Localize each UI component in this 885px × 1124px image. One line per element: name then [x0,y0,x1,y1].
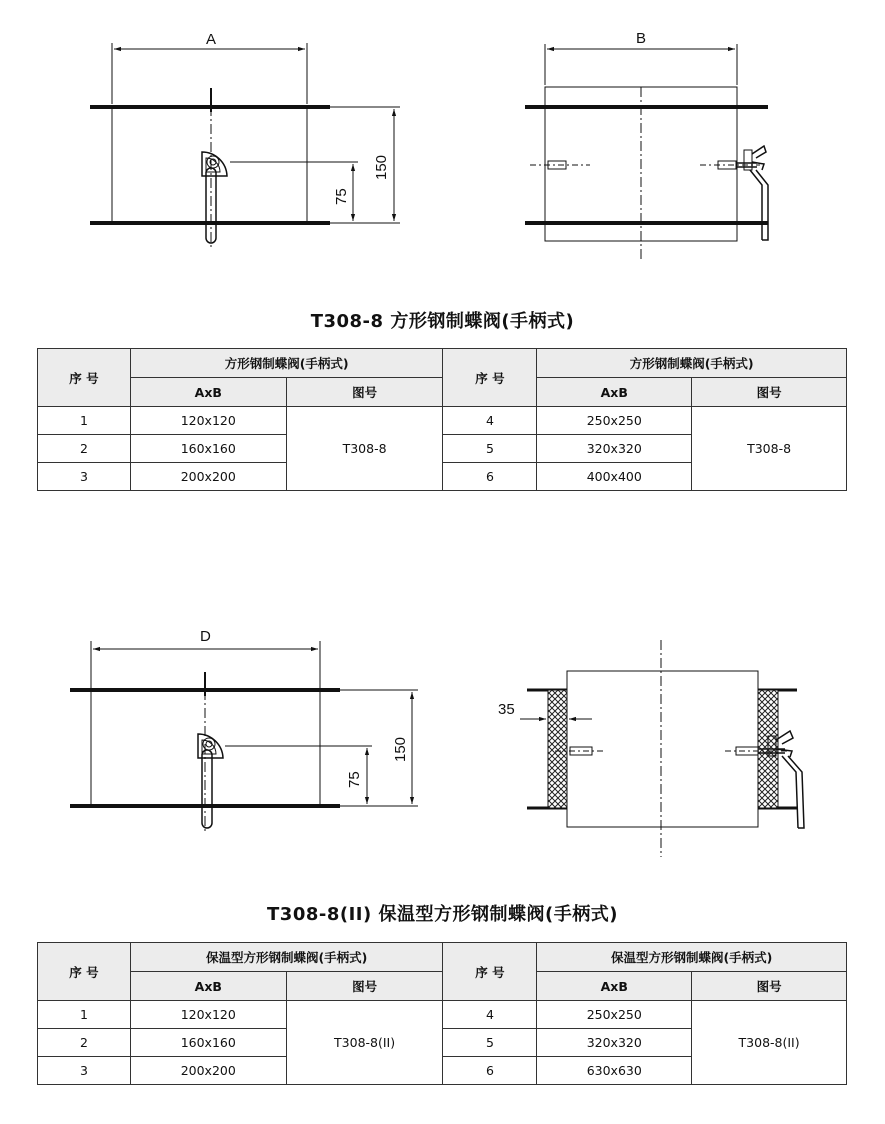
row-index: 1 [38,1001,131,1029]
side-view-2 [520,640,804,857]
insulation-left [548,690,567,808]
header-size-right: AxB [537,972,692,1001]
row-index: 6 [443,463,537,491]
row-index: 3 [38,1057,131,1085]
section2-table [37,942,847,1085]
row-index: 3 [38,463,131,491]
dim-75-label-2: 75 [346,771,363,788]
dim-150-label-2: 150 [392,736,409,762]
row-size: 160x160 [130,435,286,463]
section1-title: T308-8 方形钢制蝶阀(手柄式) [310,311,575,332]
drawing-no-left: T308-8(II) [286,1001,443,1085]
header-index-left: 序 号 [38,943,131,1001]
header-group-right: 保温型方形钢制蝶阀(手柄式) [537,943,847,972]
dim-a-label: A [206,31,217,48]
header-drawing-left: 图号 [286,378,443,407]
header-group-left: 保温型方形钢制蝶阀(手柄式) [130,943,443,972]
header-size-right: AxB [537,378,692,407]
row-size: 250x250 [537,1001,692,1029]
row-index: 2 [38,435,131,463]
header-index-left: 序 号 [38,349,131,407]
dim-75-label-1: 75 [333,188,350,205]
header-size-left: AxB [130,972,286,1001]
header-group-left: 方形钢制蝶阀(手柄式) [130,349,443,378]
header-index-right: 序 号 [443,349,537,407]
header-size-left: AxB [130,378,286,407]
side-view-1 [525,44,768,260]
header-drawing-right: 图号 [692,378,847,407]
dim-b-label: B [636,30,647,47]
row-index: 5 [443,435,537,463]
row-size: 320x320 [537,1029,692,1057]
drawing-no-left: T308-8 [286,407,443,491]
row-size: 400x400 [537,463,692,491]
table-row [38,407,847,435]
row-index: 6 [443,1057,537,1085]
front-view-1 [90,43,400,250]
section1-table [37,348,847,491]
drawing-no-right: T308-8 [692,407,847,491]
drawing-no-right: T308-8(II) [692,1001,847,1085]
row-size: 250x250 [537,407,692,435]
row-size: 200x200 [130,463,286,491]
row-index: 4 [443,407,537,435]
dim-150-label-1: 150 [373,154,390,180]
row-index: 2 [38,1029,131,1057]
row-size: 160x160 [130,1029,286,1057]
section2-title: T308-8(II) 保温型方形钢制蝶阀(手柄式) [267,904,618,925]
row-index: 4 [443,1001,537,1029]
row-size: 630x630 [537,1057,692,1085]
header-group-right: 方形钢制蝶阀(手柄式) [537,349,847,378]
dim-d-label: D [200,628,211,645]
row-size: 120x120 [130,1001,286,1029]
row-index: 5 [443,1029,537,1057]
header-drawing-left: 图号 [286,972,443,1001]
row-size: 320x320 [537,435,692,463]
table-row [38,1001,847,1029]
row-size: 200x200 [130,1057,286,1085]
row-size: 120x120 [130,407,286,435]
header-index-right: 序 号 [443,943,537,1001]
row-index: 1 [38,407,131,435]
dim-35-label: 35 [498,701,515,718]
header-drawing-right: 图号 [692,972,847,1001]
front-view-2 [70,641,418,832]
